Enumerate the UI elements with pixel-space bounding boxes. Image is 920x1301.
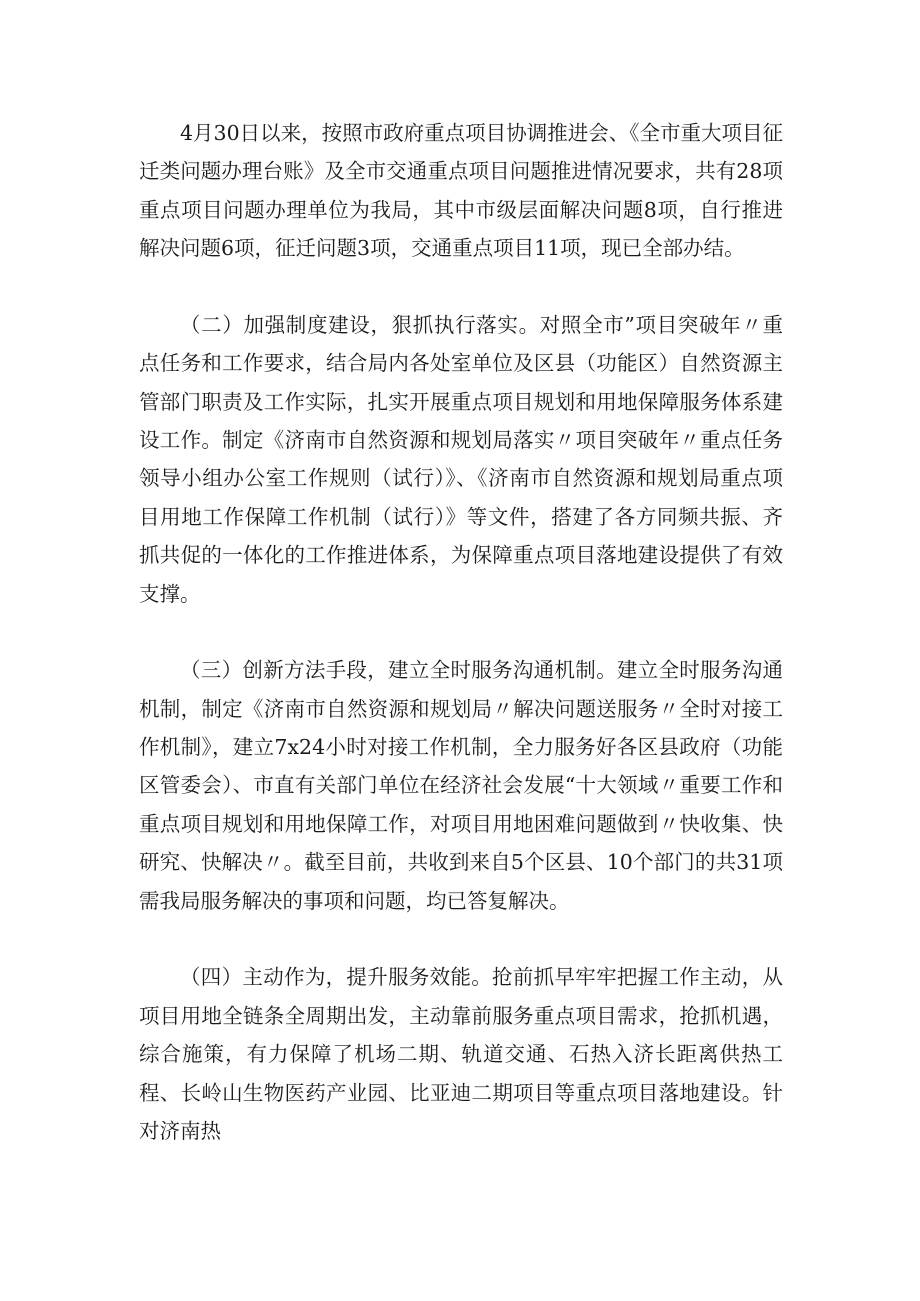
document-body [139, 114, 783, 1150]
paragraph-4: （四）主动作为，提升服务效能。抢前抓早牢牢把握工作主动，从项目用地全链条全周期出发，主动靠前服务重点项目需求，抢抓机遇，综合施策，有力保障了机场二期、轨道交通、石热入济长距离供热工程、长岭山生物医药产业园、比亚迪二期项目等重点项目落地建设。针对济南热 [139, 965, 783, 1143]
paragraph-2: （二）加强制度建设，狠抓执行落实。对照全市”项目突破年〃重点任务和工作要求，结合局内各处室单位及区县（功能区）自然资源主管部门职责及工作实际，扎实开展重点项目规划和用地保障服务体系建设工作。制定《济南市自然资源和规划局落实〃项目突破年〃重点任务领导小组办公室工作规则（试行）》、《济南市自然资源和规划局重点项目用地工作保障工作机制（试行）》等文件，搭建了各方同频共振、齐抓共促的一体化的工作推进体系，为保障重点项目落地建设提供了有效支撑。 [139, 312, 783, 606]
paragraph-3: （三）创新方法手段，建立全时服务沟通机制。建立全时服务沟通机制，制定《济南市自然资源和规划局〃解决问题送服务〃全时对接工作机制》，建立7x24小时对接工作机制，全力服务好各区县政府（功能区管委会）、市直有关部门单位在经济社会发展“十大领域〃重要工作和重点项目规划和用地保障工作，对项目用地困难问题做到〃快收集、快研究、快解决〃。截至目前，共收到来自5个区县、10个部门的共31项需我局服务解决的事项和问题，均已答复解决。 [139, 658, 783, 913]
paragraph-1: 4月30日以来，按照市政府重点项目协调推进会、《全市重大项目征迁类问题办理台账》及全市交通重点项目问题推进情况要求，共有28项重点项目问题办理单位为我局，其中市级层面解决问题8项，自行推进解决问题6项，征迁问题3项，交通重点项目11项，现已全部办结。 [139, 121, 783, 261]
